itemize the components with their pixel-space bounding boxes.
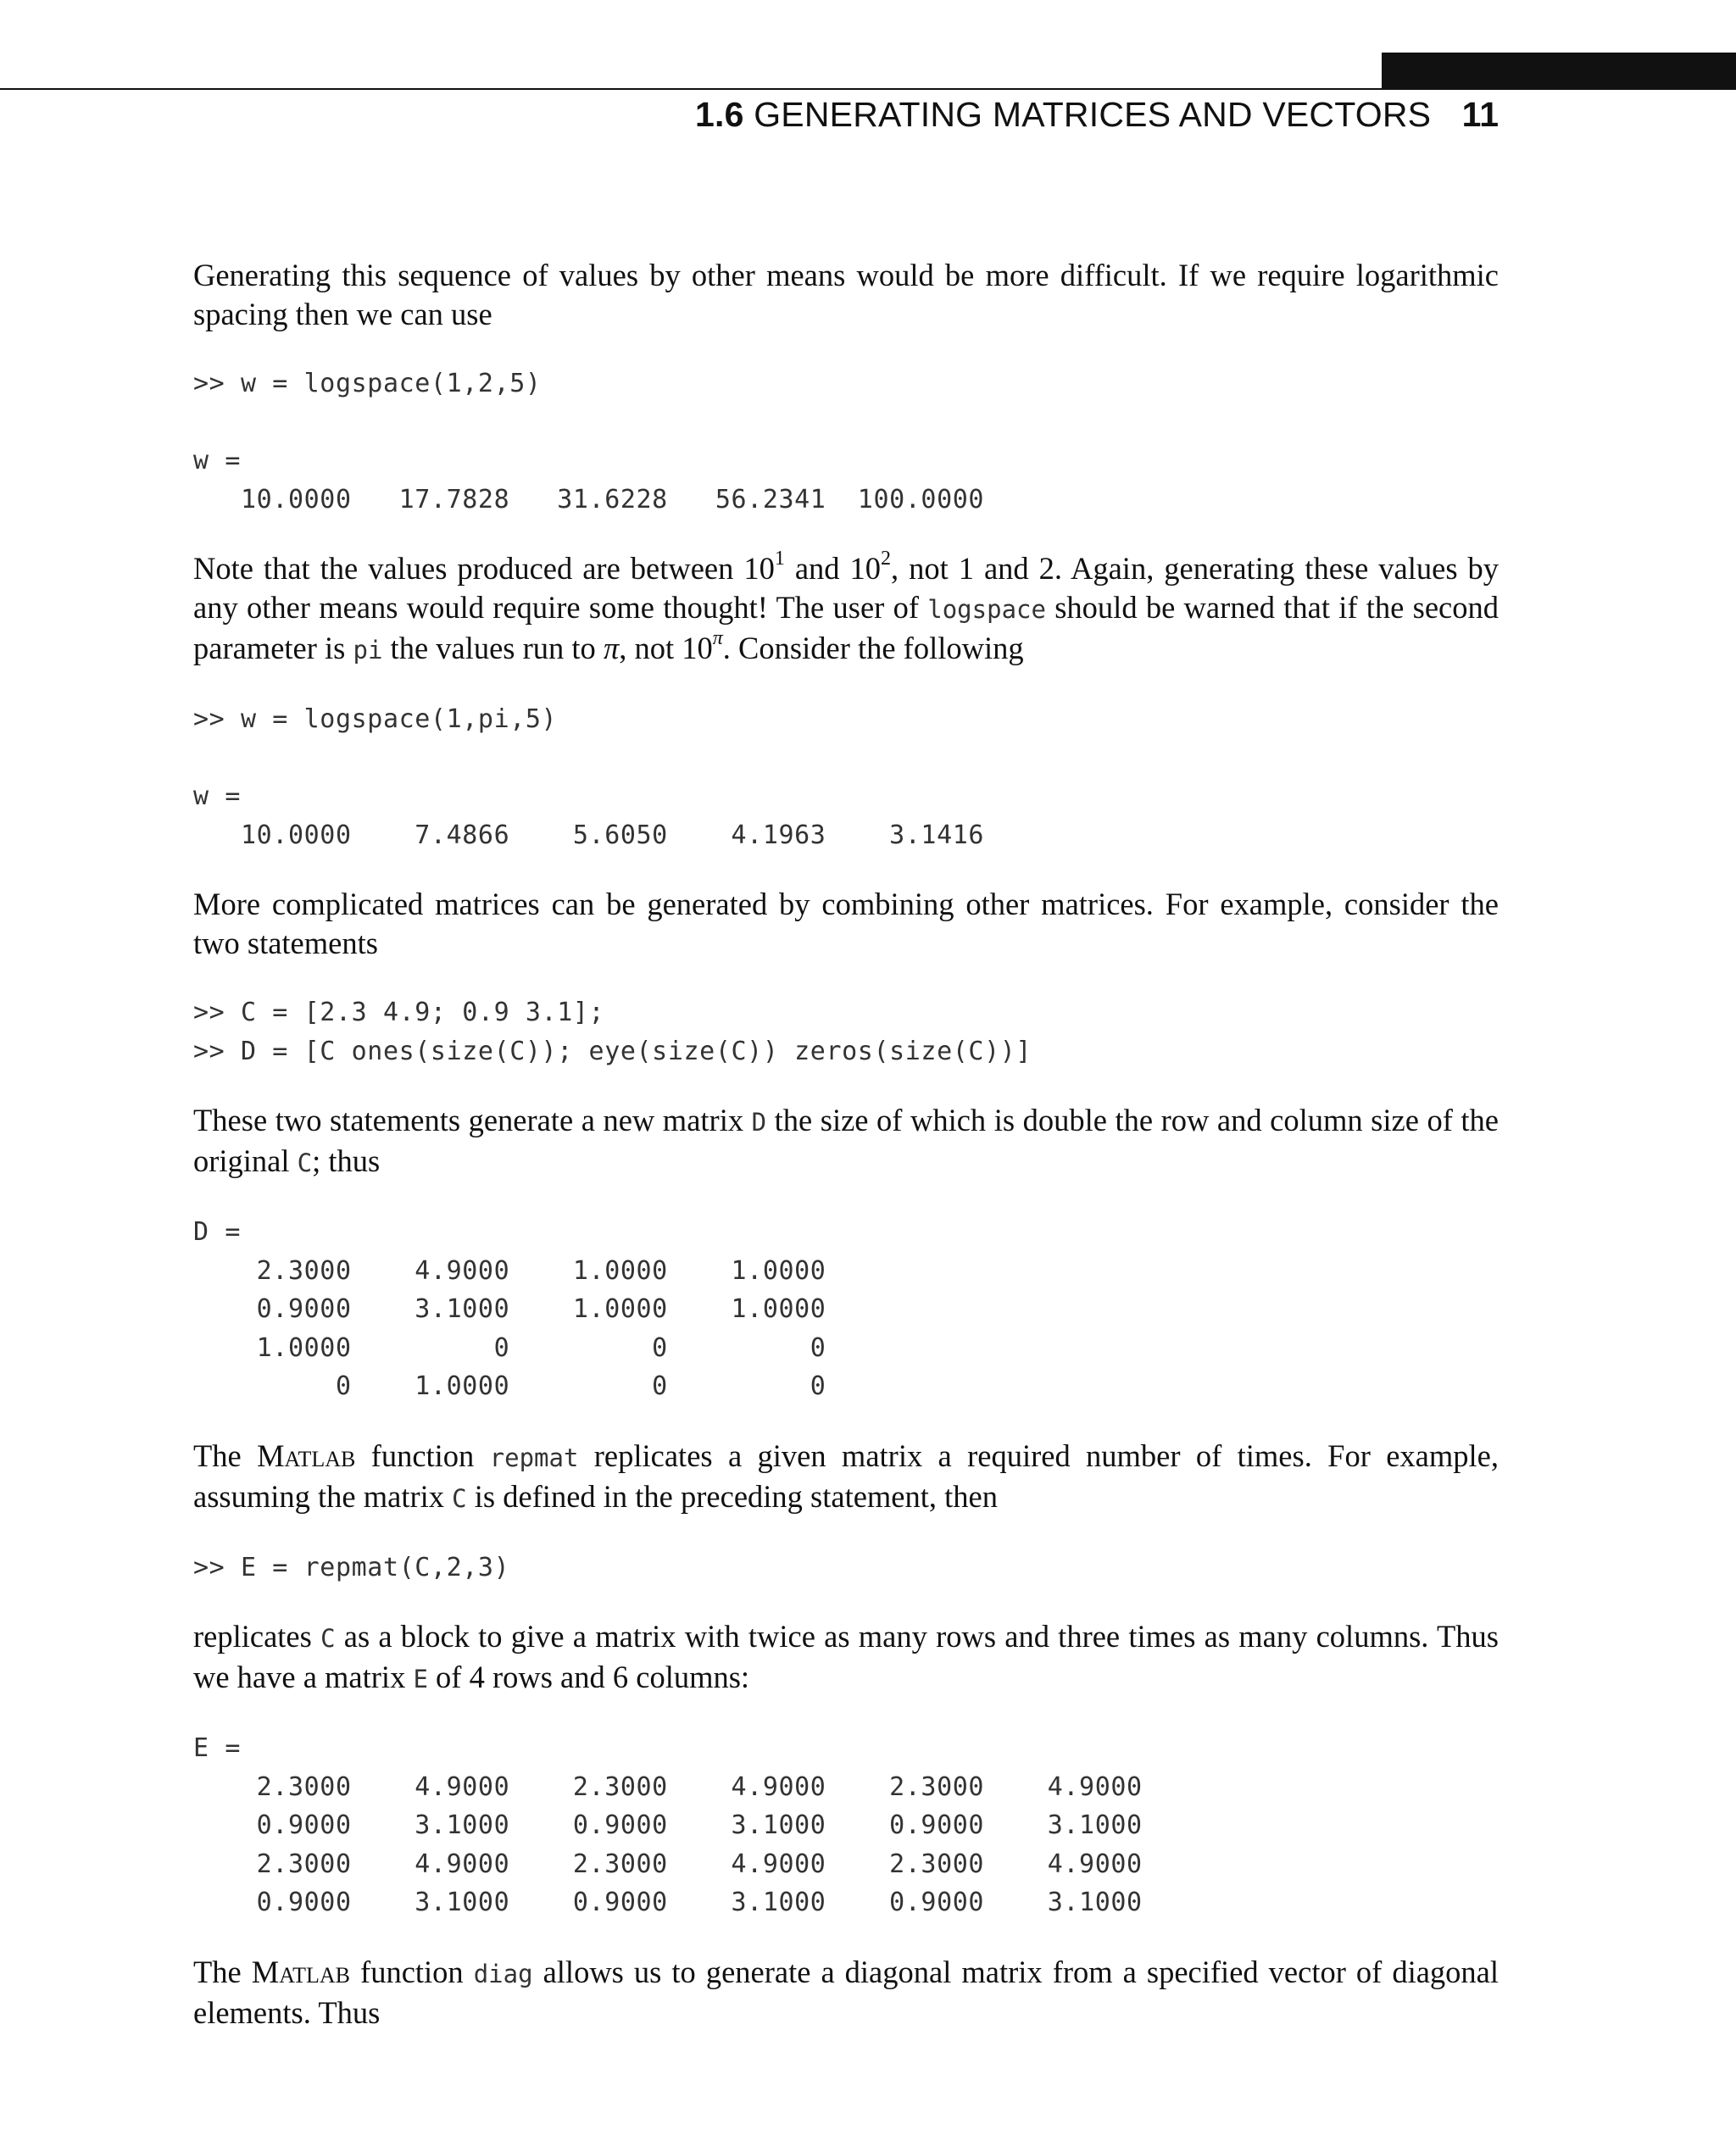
code-command: >> C = [2.3 4.9; 0.9 3.1]; [193, 998, 605, 1027]
inline-code: repmat [489, 1443, 579, 1472]
inline-code: logspace [927, 595, 1046, 624]
code-command: >> E = repmat(C,2,3) [193, 1552, 510, 1582]
section-number: 1.6 [695, 95, 744, 134]
paragraph-combining-matrices: More complicated matrices can be generated by combining other matrices. For example, consider the two statements [193, 887, 1499, 960]
inline-code: D [751, 1108, 767, 1137]
code-output-values: 10.0000 7.4866 5.6050 4.1963 3.1416 [193, 820, 985, 850]
matrix-d-output [193, 1213, 1499, 1406]
inline-code: E [413, 1665, 428, 1693]
matrix-row: 0.9000 3.1000 0.9000 3.1000 0.9000 3.1000 [193, 1810, 1143, 1840]
superscript: π [712, 626, 723, 649]
matlab-name: Matlab [257, 1438, 356, 1473]
inline-code: C [297, 1148, 313, 1177]
matrix-row: 0.9000 3.1000 1.0000 1.0000 [193, 1294, 826, 1324]
inline-code: diag [473, 1959, 533, 1988]
matlab-name: Matlab [251, 1954, 351, 1989]
matrix-row: 2.3000 4.9000 2.3000 4.9000 2.3000 4.9000 [193, 1849, 1143, 1879]
header-black-bar [1382, 53, 1736, 90]
superscript: 2 [881, 547, 892, 570]
code-output-var: E = [193, 1733, 241, 1763]
inline-code: C [320, 1624, 336, 1653]
matrix-e-output [193, 1729, 1499, 1922]
matrix-row: 2.3000 4.9000 2.3000 4.9000 2.3000 4.9000 [193, 1771, 1143, 1802]
paragraph-replicates: replicates C as a block to give a matrix with twice as many rows and three times as many columns. Thus we have a matrix E of 4 rows and 6 columns: [193, 1619, 1499, 1694]
code-output-var: D = [193, 1217, 241, 1247]
paragraph-matrix-d: These two statements generate a new matrix D the size of which is double the row and column size of the original C; thus [193, 1103, 1499, 1178]
matrix-row: 0 1.0000 0 0 [193, 1371, 826, 1401]
matrix-row: 0.9000 3.1000 0.9000 3.1000 0.9000 3.1000 [193, 1888, 1143, 1917]
section-title: GENERATING MATRICES AND VECTORS [754, 95, 1432, 134]
code-block-logspace-pi [193, 700, 1499, 854]
code-output-var: w = [193, 446, 241, 475]
code-command: >> w = logspace(1,2,5) [193, 369, 542, 398]
running-head [695, 95, 1432, 135]
pi-symbol: π [603, 631, 620, 665]
inline-code: pi [353, 636, 383, 665]
paragraph-logspace-intro: Generating this sequence of values by other means would be more difficult. If we require logarithmic spacing then we can use [193, 258, 1499, 331]
paragraph-logspace-note: Note that the values produced are between $10^1$ and $10^2$, not 1 and 2. Again, generating these values by any other means would require some thought! The user of logspace should be warned that if the second parameter is pi the values run to π, not $10^\pi$. Consider the following [193, 547, 1500, 665]
code-block-logspace [193, 364, 1499, 519]
code-block-statements [193, 993, 1499, 1070]
code-output-var: w = [193, 781, 241, 811]
superscript: 1 [774, 547, 785, 570]
matrix-row: 1.0000 0 0 0 [193, 1332, 826, 1363]
matrix-row: 2.3000 4.9000 1.0000 1.0000 [193, 1255, 826, 1286]
page-number: 11 [1461, 95, 1499, 134]
inline-code: C [452, 1483, 467, 1513]
paragraph-repmat: The Matlab function repmat replicates a given matrix a required number of times. For example, assuming the matrix C is defined in the preceding statement, then [193, 1438, 1499, 1514]
code-output-values: 10.0000 17.7828 31.6228 56.2341 100.0000 [193, 484, 985, 514]
code-block-repmat [193, 1549, 1499, 1588]
header-rule [0, 88, 1736, 90]
paragraph-diag: The Matlab function diag allows us to generate a diagonal matrix from a specified vector of diagonal elements. Thus [193, 1954, 1500, 2030]
code-command: >> D = [C ones(size(C)); eye(size(C)) zeros(size(C))] [193, 1036, 1032, 1066]
code-command: >> w = logspace(1,pi,5) [193, 704, 558, 734]
page-body [193, 256, 1499, 2033]
